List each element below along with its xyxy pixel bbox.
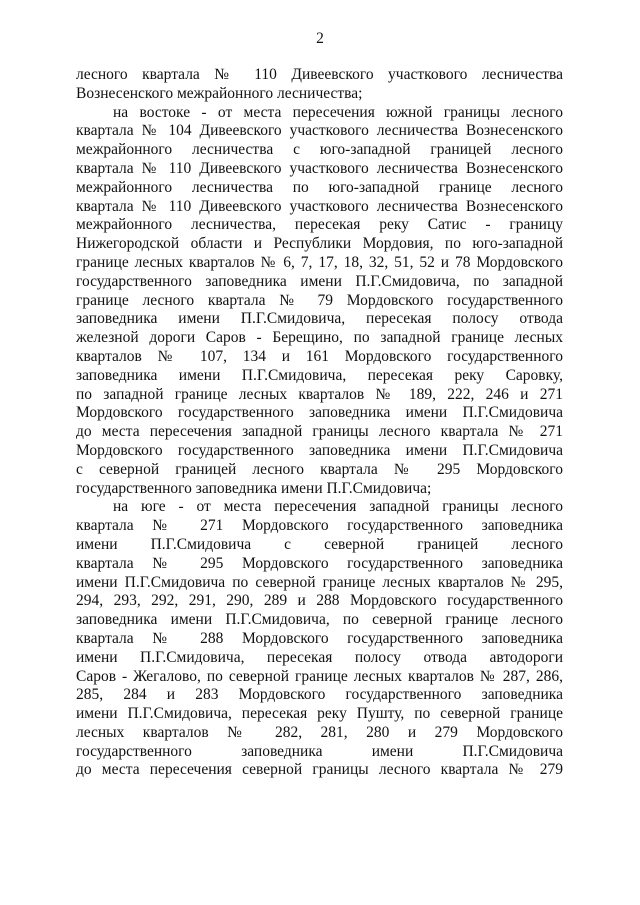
text-line: до места пересечения западной границы лесного квартала № 271 [76,423,563,441]
text-line: заповедника имени П.Г.Смидовича, по северной границе лесного [76,611,563,629]
text-line: межрайонного лесничества с юго-западной границей лесного [76,141,563,159]
text-line: имени П.Г.Смидовича с северной границей лесного [76,535,563,553]
text-line: государственного заповедника имени П.Г.Смидовича [76,742,563,760]
text-line: квартала № 295 Мордовского государственного заповедника [76,554,563,572]
text-line: лесных кварталов № 282, 281, 280 и 279 Мордовского [76,723,563,741]
text-line: Вознесенского межрайонного лесничества; [76,84,363,102]
text-line: квартала № 271 Мордовского государственного заповедника [76,517,563,535]
text-line: межрайонного лесничества по юго-западной границе лесного [76,178,563,196]
text-line: 294, 293, 292, 291, 290, 289 и 288 Мордовского государственного [76,592,563,610]
text-line: по западной границе лесных кварталов № 189, 222, 246 и 271 [76,385,563,403]
text-line: Мордовского государственного заповедника имени П.Г.Смидовича [76,441,563,459]
text-line: квартала № 288 Мордовского государственного заповедника [76,629,563,647]
text-line: Саров - Жегалово, по северной границе лесных кварталов № 287, 286, [76,667,563,685]
text-line: 285, 284 и 283 Мордовского государственного заповедника [76,686,563,704]
text-line: имени П.Г.Смидовича по северной границе лесных кварталов № 295, [76,573,563,591]
text-line: квартала № 110 Дивеевского участкового лесничества Вознесенского [76,159,563,177]
text-line: имени П.Г.Смидовича, пересекая полосу отвода автодороги [76,648,563,666]
text-line: государственного заповедника имени П.Г.Смидовича; [76,479,432,497]
text-line: до места пересечения северной границы лесного квартала № 279 [76,761,563,779]
text-line: квартала № 110 Дивеевского участкового лесничества Вознесенского [76,197,563,215]
text-line: лесного квартала № 110 Дивеевского участкового лесничества [76,66,563,83]
text-line: железной дороги Саров - Берещино, по западной границе лесных [76,329,563,347]
text-line: межрайонного лесничества, пересекая реку Сатис - границу [76,216,563,234]
text-line: границе лесного квартала № 79 Мордовского государственного [76,291,563,309]
text-line: государственного заповедника имени П.Г.Смидовича, по западной [76,272,563,290]
page-number: 2 [316,30,324,47]
text-line: кварталов № 107, 134 и 161 Мордовского государственного [76,347,563,365]
text-line: Мордовского государственного заповедника имени П.Г.Смидовича [76,404,563,422]
text-line: заповедника имени П.Г.Смидовича, пересекая реку Саровку, [76,366,563,384]
text-line: с северной границей лесного квартала № 295 Мордовского [76,460,563,478]
text-line: на юге - от места пересечения западной границы лесного [113,498,563,516]
text-line: квартала № 104 Дивеевского участкового лесничества Вознесенского [76,122,563,140]
text-line: имени П.Г.Смидовича, пересекая реку Пушту, по северной границе [76,705,563,723]
document-body [76,66,563,780]
text-line: границе лесных кварталов № 6, 7, 17, 18, 32, 51, 52 и 78 Мордовского [76,253,563,271]
text-line: заповедника имени П.Г.Смидовича, пересекая полосу отвода [76,310,563,328]
text-line: на востоке - от места пересечения южной границы лесного [113,103,563,121]
text-line: Нижегородской области и Республики Мордовия, по юго-западной [76,235,563,253]
